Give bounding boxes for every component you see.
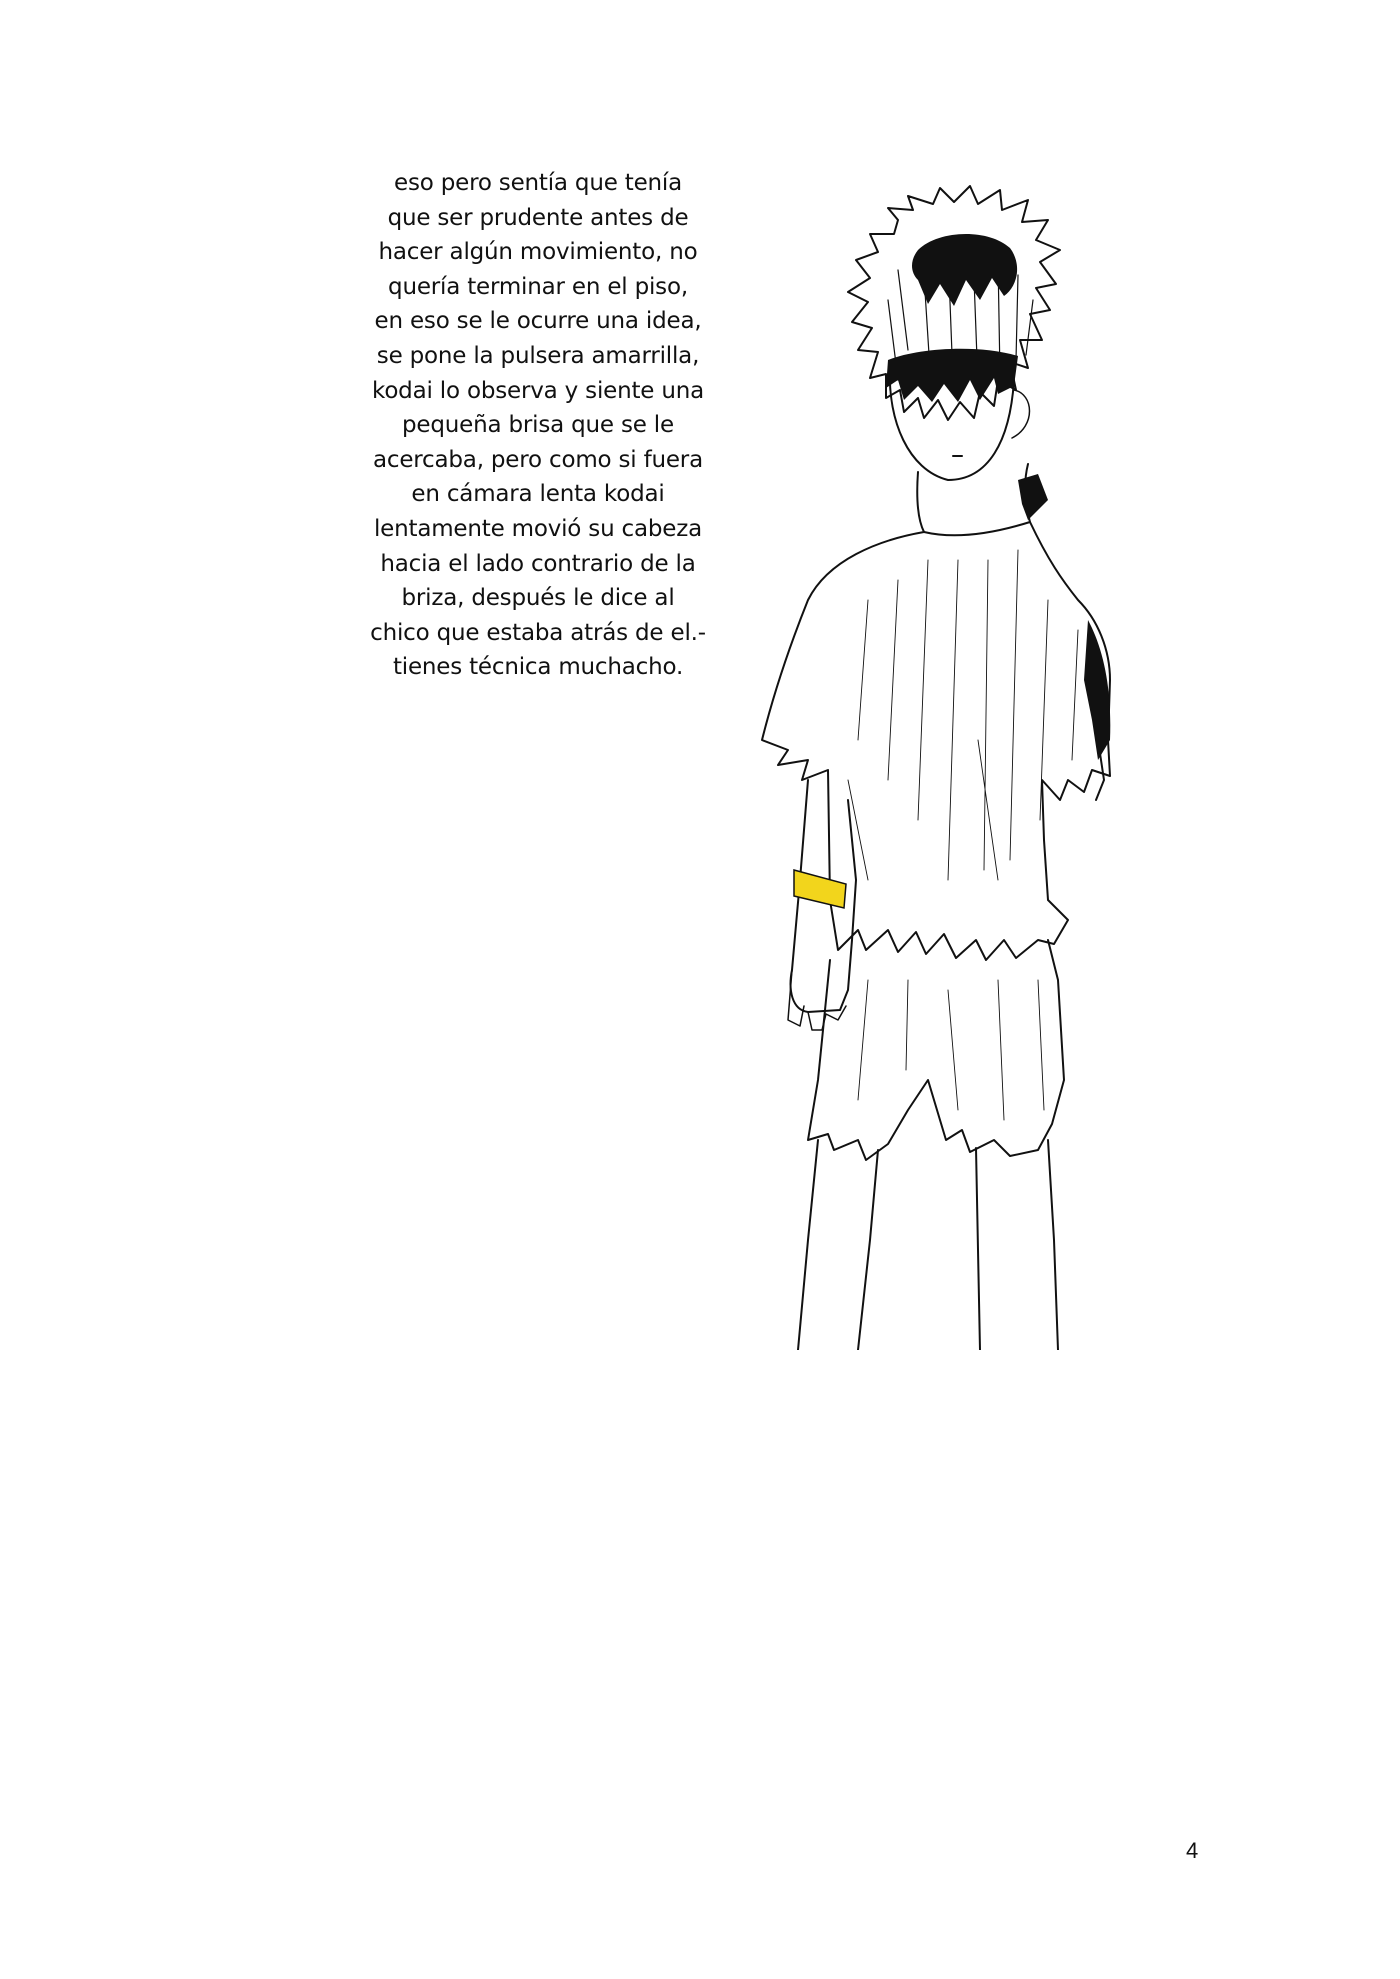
text-line: en eso se le ocurre una idea, [374, 308, 702, 335]
text-line: quería terminar en el piso, [388, 273, 688, 300]
eye-band [886, 349, 1018, 402]
page-number: 4 [1186, 1838, 1199, 1863]
left-hand [788, 970, 846, 1030]
shorts-outline [808, 940, 1064, 1160]
text-line: acercaba, pero como si fuera [373, 446, 703, 473]
text-line: lentamente movió su cabeza [373, 515, 703, 542]
right-leg [976, 1140, 1058, 1350]
text-line: pequeña brisa que se le [402, 412, 674, 439]
shorts-shading [858, 980, 1044, 1120]
collar-dark [1018, 474, 1048, 520]
text-line: eso pero sentía que tenía [394, 170, 682, 196]
shirt-side-dark [1084, 620, 1110, 760]
left-leg [798, 1140, 878, 1350]
ear [1012, 390, 1030, 438]
boy-illustration [748, 180, 1188, 1350]
text-line: chico que estaba atrás de el.- [370, 619, 706, 646]
text-line: tienes técnica muchacho. [392, 654, 684, 681]
text-line: se pone la pulsera amarrilla, [376, 342, 700, 369]
text-line: briza, después le dice al [401, 585, 675, 612]
yellow-bracelet [794, 870, 846, 908]
text-line: hacia el lado contrario de la [380, 550, 696, 577]
text-line: que ser prudente antes de [387, 204, 689, 231]
hair-dark-top [912, 234, 1017, 306]
story-text [352, 166, 724, 685]
text-line: hacer algún movimiento, no [378, 239, 698, 266]
text-line: kodai lo observa y siente una [372, 377, 704, 404]
text-line: en cámara lenta kodai [411, 481, 665, 508]
